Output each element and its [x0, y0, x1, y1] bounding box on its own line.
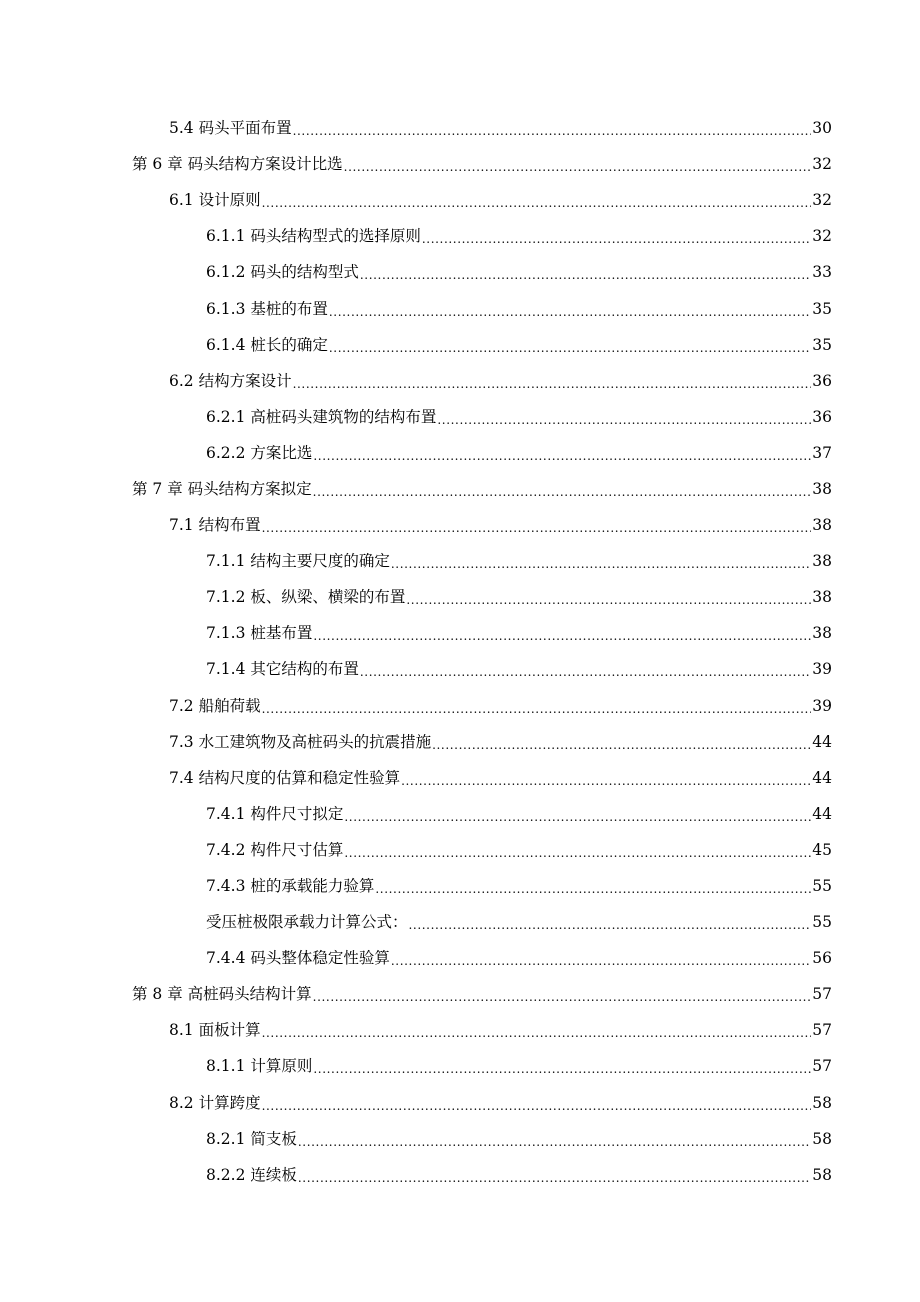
- toc-entry-page-number: 44: [812, 804, 832, 823]
- toc-entry-title: 6.1.2 码头的结构型式: [206, 263, 359, 282]
- toc-entry-page-number: 30: [812, 119, 832, 138]
- toc-entry-page-number: 35: [812, 335, 832, 354]
- toc-entry-page-number: 32: [812, 155, 832, 174]
- toc-entry-page-number: 36: [812, 407, 832, 426]
- toc-entry-title: 7.1 结构布置: [169, 516, 261, 535]
- toc-entry[interactable]: [0, 1012, 920, 1048]
- toc-entry[interactable]: [0, 218, 920, 254]
- toc-dot-leader: [293, 125, 812, 137]
- table-of-contents: [0, 110, 920, 1193]
- toc-entry-title: 7.1.1 结构主要尺度的确定: [206, 552, 390, 571]
- toc-entry-title: 6.2.1 高桩码头建筑物的结构布置: [206, 407, 437, 426]
- toc-entry[interactable]: [0, 182, 920, 218]
- toc-entry-page-number: 58: [812, 1093, 832, 1112]
- toc-dot-leader: [344, 161, 812, 173]
- toc-entry-page-number: 37: [812, 443, 832, 462]
- toc-entry[interactable]: [0, 724, 920, 760]
- toc-dot-leader: [437, 414, 811, 426]
- toc-entry-page-number: 44: [812, 768, 832, 787]
- toc-entry[interactable]: [0, 832, 920, 868]
- toc-entry-page-number: 39: [812, 696, 832, 715]
- toc-entry-title: 8.2.1 简支板: [206, 1129, 297, 1148]
- toc-entry[interactable]: [0, 904, 920, 940]
- toc-entry-page-number: 58: [812, 1129, 832, 1148]
- toc-entry[interactable]: [0, 507, 920, 543]
- toc-dot-leader: [406, 594, 811, 606]
- toc-entry-title: 8.2 计算跨度: [169, 1093, 261, 1112]
- toc-dot-leader: [329, 342, 811, 354]
- toc-entry-page-number: 44: [812, 732, 832, 751]
- toc-entry-title: 6.2 结构方案设计: [169, 371, 292, 390]
- toc-entry-title: 6.1 设计原则: [169, 191, 261, 210]
- toc-entry-page-number: 58: [812, 1165, 832, 1184]
- toc-dot-leader: [313, 1063, 811, 1075]
- toc-entry-page-number: 55: [812, 913, 832, 932]
- toc-dot-leader: [262, 703, 812, 715]
- toc-dot-leader: [313, 991, 812, 1003]
- toc-entry[interactable]: [0, 290, 920, 326]
- toc-entry[interactable]: [0, 327, 920, 363]
- toc-entry[interactable]: [0, 1157, 920, 1193]
- toc-entry-page-number: 35: [812, 299, 832, 318]
- toc-entry[interactable]: [0, 1121, 920, 1157]
- toc-entry-title: 7.3 水工建筑物及高桩码头的抗震措施: [169, 732, 432, 751]
- toc-entry-title: 7.4.3 桩的承载能力验算: [206, 877, 375, 896]
- toc-entry[interactable]: [0, 435, 920, 471]
- toc-dot-leader: [329, 306, 811, 318]
- toc-entry[interactable]: [0, 579, 920, 615]
- toc-dot-leader: [313, 450, 811, 462]
- toc-entry-title: 7.4.2 构件尺寸估算: [206, 840, 344, 859]
- toc-dot-leader: [409, 919, 812, 931]
- toc-dot-leader: [293, 378, 812, 390]
- toc-dot-leader: [391, 955, 811, 967]
- toc-entry-page-number: 38: [812, 588, 832, 607]
- toc-entry-title: 受压桩极限承载力计算公式：: [206, 913, 408, 932]
- toc-dot-leader: [262, 197, 812, 209]
- toc-entry-page-number: 55: [812, 877, 832, 896]
- toc-entry[interactable]: [0, 110, 920, 146]
- toc-entry-title: 6.1.4 桩长的确定: [206, 335, 328, 354]
- toc-entry-page-number: 38: [812, 552, 832, 571]
- toc-dot-leader: [298, 1136, 811, 1148]
- toc-entry-page-number: 38: [812, 624, 832, 643]
- toc-dot-leader: [313, 486, 812, 498]
- toc-entry[interactable]: [0, 651, 920, 687]
- toc-entry[interactable]: [0, 399, 920, 435]
- toc-entry-page-number: 32: [812, 191, 832, 210]
- toc-dot-leader: [298, 1172, 811, 1184]
- toc-dot-leader: [422, 233, 811, 245]
- toc-dot-leader: [391, 558, 811, 570]
- toc-entry-title: 7.1.4 其它结构的布置: [206, 660, 359, 679]
- toc-entry-page-number: 57: [812, 1021, 832, 1040]
- toc-dot-leader: [360, 666, 811, 678]
- toc-entry-title: 7.4.4 码头整体稳定性验算: [206, 949, 390, 968]
- toc-entry[interactable]: [0, 363, 920, 399]
- toc-entry-page-number: 39: [812, 660, 832, 679]
- toc-entry-title: 6.1.1 码头结构型式的选择原则: [206, 227, 421, 246]
- toc-entry-title: 7.1.2 板、纵梁、横梁的布置: [206, 588, 406, 607]
- toc-entry-title: 6.2.2 方案比选: [206, 443, 313, 462]
- toc-entry[interactable]: [0, 146, 920, 182]
- toc-entry-title: 5.4 码头平面布置: [169, 119, 292, 138]
- toc-entry-page-number: 38: [812, 479, 832, 498]
- toc-entry[interactable]: [0, 254, 920, 290]
- toc-entry[interactable]: [0, 760, 920, 796]
- toc-entry-page-number: 33: [812, 263, 832, 282]
- toc-entry-title: 7.2 船舶荷载: [169, 696, 261, 715]
- toc-dot-leader: [360, 269, 811, 281]
- toc-entry-title: 第 6 章 码头结构方案设计比选: [132, 155, 343, 174]
- toc-entry-title: 8.1.1 计算原则: [206, 1057, 313, 1076]
- toc-entry[interactable]: [0, 615, 920, 651]
- toc-entry[interactable]: [0, 543, 920, 579]
- toc-entry-title: 8.1 面板计算: [169, 1021, 261, 1040]
- toc-entry-title: 第 7 章 码头结构方案拟定: [132, 479, 312, 498]
- toc-dot-leader: [401, 775, 811, 787]
- toc-entry-title: 6.1.3 基桩的布置: [206, 299, 328, 318]
- toc-entry-page-number: 57: [812, 1057, 832, 1076]
- toc-entry[interactable]: [0, 940, 920, 976]
- toc-entry[interactable]: [0, 976, 920, 1012]
- toc-entry-title: 7.4 结构尺度的估算和稳定性验算: [169, 768, 401, 787]
- toc-dot-leader: [313, 630, 811, 642]
- toc-entry[interactable]: [0, 1048, 920, 1084]
- toc-dot-leader: [262, 1100, 812, 1112]
- toc-entry-title: 8.2.2 连续板: [206, 1165, 297, 1184]
- toc-dot-leader: [344, 811, 811, 823]
- toc-entry-page-number: 45: [812, 840, 832, 859]
- toc-entry[interactable]: [0, 868, 920, 904]
- toc-dot-leader: [344, 847, 811, 859]
- toc-dot-leader: [432, 739, 811, 751]
- toc-entry[interactable]: [0, 471, 920, 507]
- toc-entry[interactable]: [0, 1085, 920, 1121]
- toc-entry-title: 7.1.3 桩基布置: [206, 624, 313, 643]
- toc-entry-title: 第 8 章 高桩码头结构计算: [132, 985, 312, 1004]
- toc-entry[interactable]: [0, 796, 920, 832]
- toc-entry-page-number: 56: [812, 949, 832, 968]
- toc-dot-leader: [262, 1027, 812, 1039]
- toc-entry-page-number: 38: [812, 516, 832, 535]
- toc-entry-page-number: 57: [812, 985, 832, 1004]
- toc-entry[interactable]: [0, 688, 920, 724]
- toc-entry-title: 7.4.1 构件尺寸拟定: [206, 804, 344, 823]
- toc-entry-page-number: 32: [812, 227, 832, 246]
- toc-dot-leader: [375, 883, 811, 895]
- toc-entry-page-number: 36: [812, 371, 832, 390]
- toc-dot-leader: [262, 522, 812, 534]
